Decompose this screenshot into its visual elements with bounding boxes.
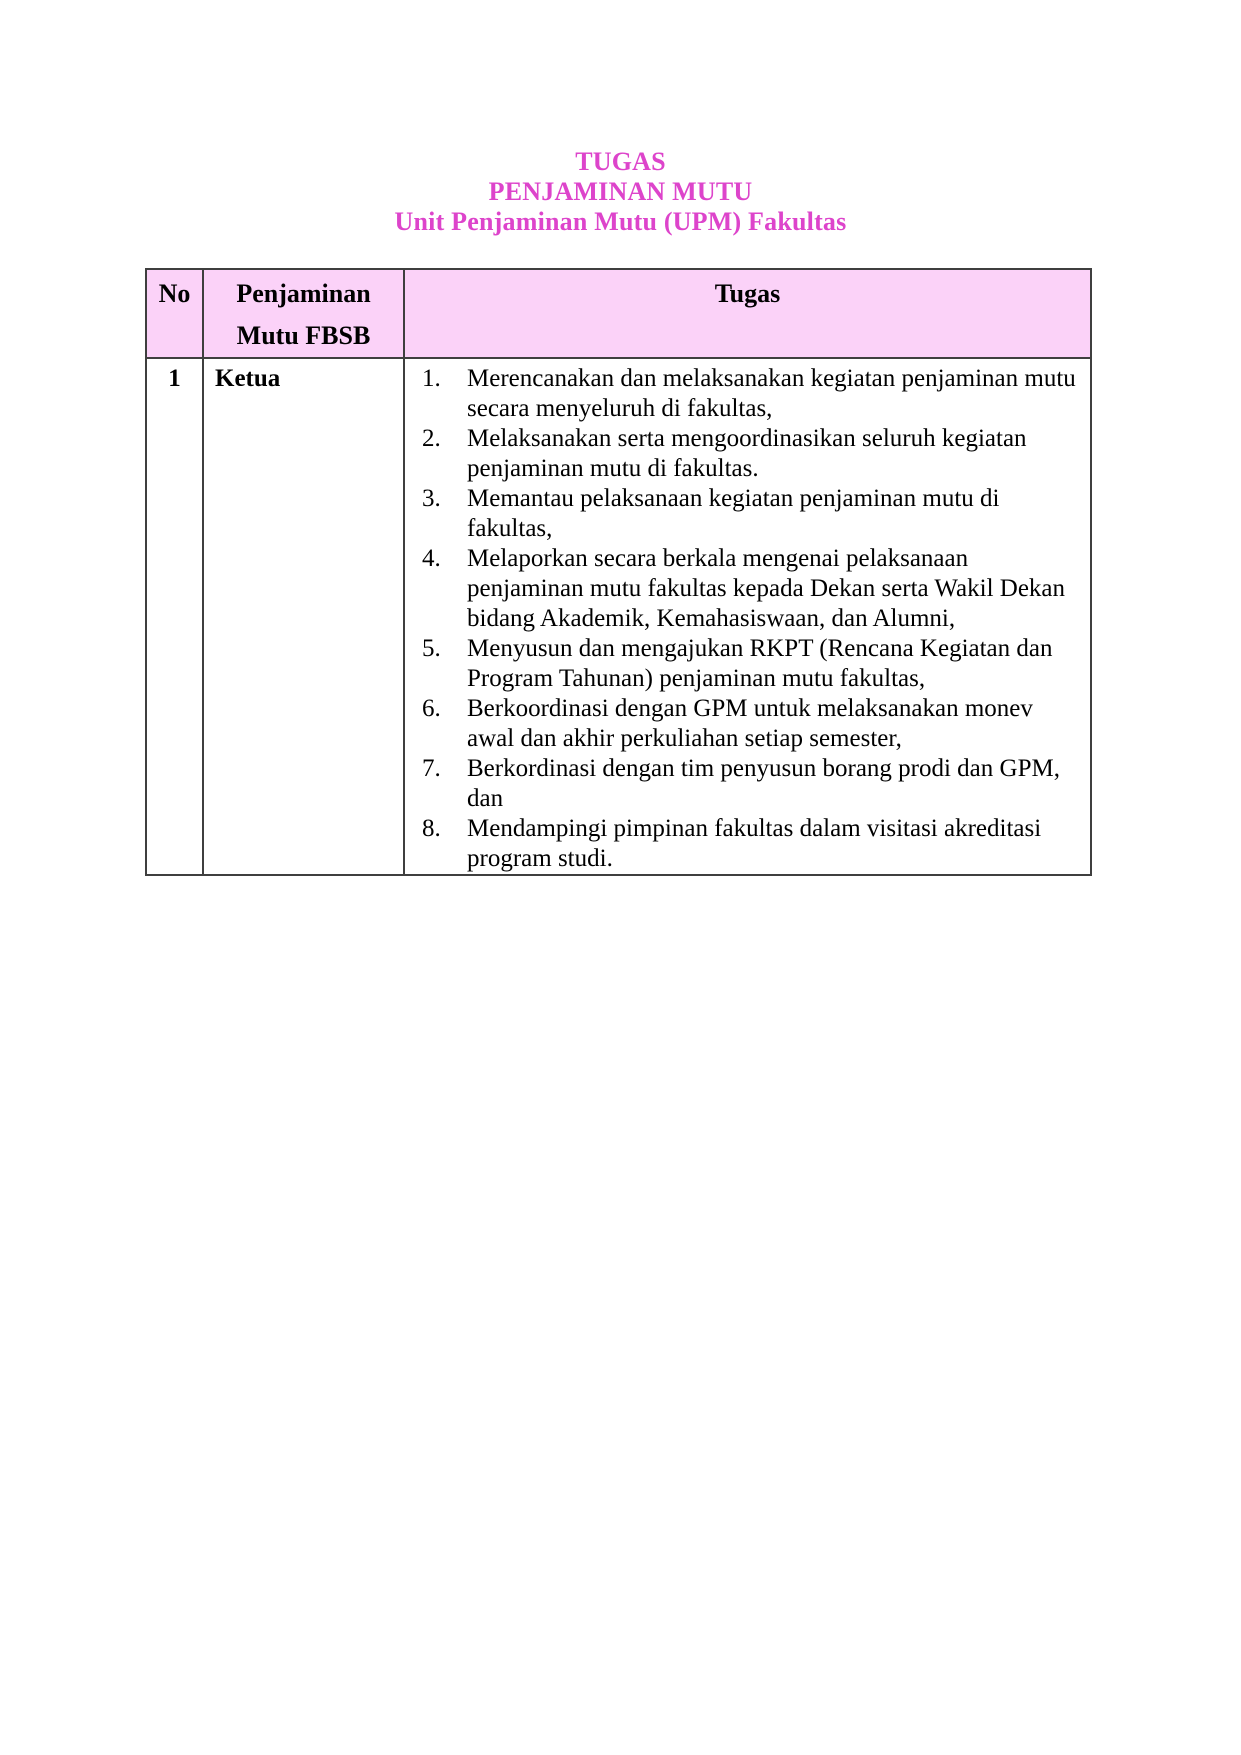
task-item: Memantau pelaksanaan kegiatan penjaminan mutu di fakultas,: [467, 485, 1000, 542]
title-line-1: TUGAS: [575, 147, 666, 176]
table-row: [146, 358, 1091, 875]
row-role-cell: Ketua: [203, 358, 404, 875]
task-item: Berkoordinasi dengan GPM untuk melaksanakan monev awal dan akhir perkuliahan setiap semester,: [467, 695, 1033, 752]
task-list: [405, 364, 1080, 874]
header-unit: Penjaminan Mutu FBSB: [203, 269, 404, 358]
task-item: Menyusun dan mengajukan RKPT (Rencana Kegiatan dan Program Tahunan) penjaminan mutu fakultas,: [467, 635, 1053, 692]
header-tugas: Tugas: [404, 269, 1091, 358]
row-number-cell: 1: [146, 358, 203, 875]
title-line-2: PENJAMINAN MUTU: [488, 177, 753, 206]
task-item: Merencanakan dan melaksanakan kegiatan penjaminan mutu secara menyeluruh di fakultas,: [467, 365, 1076, 422]
document-title: [0, 147, 1241, 237]
header-no: No: [146, 269, 203, 358]
table-header-row: [146, 269, 1091, 358]
task-item: Melaksanakan serta mengoordinasikan seluruh kegiatan penjaminan mutu di fakultas.: [467, 425, 1027, 482]
tasks-table: [145, 268, 1092, 876]
task-item: Berkordinasi dengan tim penyusun borang prodi dan GPM, dan: [467, 755, 1060, 812]
row-tasks-cell: [404, 358, 1091, 875]
task-item: Mendampingi pimpinan fakultas dalam visitasi akreditasi program studi.: [467, 815, 1042, 872]
task-item: Melaporkan secara berkala mengenai pelaksanaan penjaminan mutu fakultas kepada Dekan serta Wakil Dekan bidang Akademik, Kemahasiswaan, dan Alumni,: [467, 545, 1066, 632]
title-line-3: Unit Penjaminan Mutu (UPM) Fakultas: [394, 207, 847, 236]
